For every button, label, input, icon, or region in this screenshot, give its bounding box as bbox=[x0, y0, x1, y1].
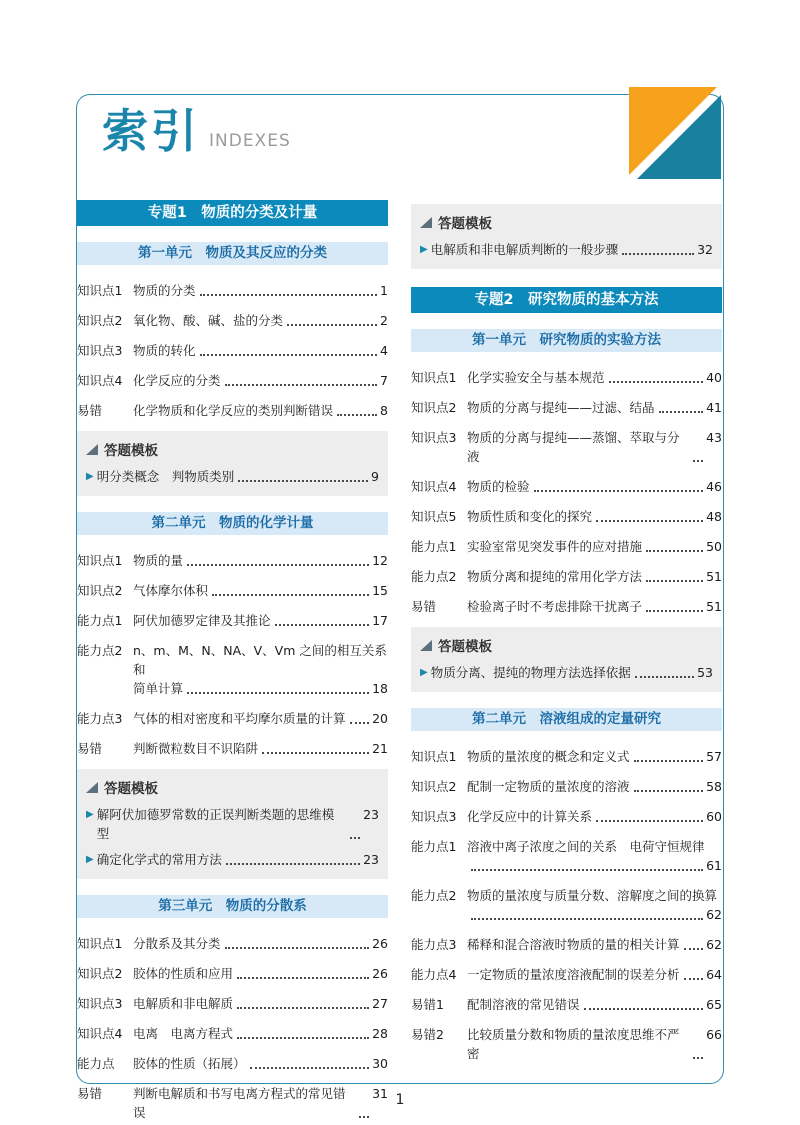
answer-template-block bbox=[77, 431, 388, 496]
index-entry bbox=[77, 709, 388, 728]
entry-title: 简单计算 bbox=[133, 681, 184, 696]
entry-body bbox=[467, 428, 722, 466]
entry-label: 知识点3 bbox=[77, 343, 123, 358]
dot-leader bbox=[337, 414, 377, 416]
answer-template-header bbox=[420, 212, 713, 232]
entry-title: 气体摩尔体积 bbox=[133, 583, 209, 598]
entry-label: 知识点2 bbox=[411, 779, 457, 794]
entry-line bbox=[467, 368, 722, 387]
entry-body bbox=[133, 371, 388, 390]
entry-label: 知识点1 bbox=[77, 553, 123, 568]
entry-title: n、m、M、N、NA、V、Vm 之间的相互关系和 bbox=[133, 643, 387, 677]
index-entry bbox=[77, 739, 388, 758]
dot-leader bbox=[238, 480, 368, 482]
entry-title: 配制一定物质的量浓度的溶液 bbox=[467, 779, 630, 794]
entry-line bbox=[133, 611, 388, 630]
entry-title: 物质性质和变化的探究 bbox=[467, 509, 593, 524]
entry-label: 知识点3 bbox=[411, 430, 457, 445]
page-ref: 57 bbox=[706, 749, 722, 764]
dot-leader bbox=[187, 564, 369, 566]
entry-line bbox=[133, 1024, 388, 1043]
entry-label: 知识点2 bbox=[77, 313, 123, 328]
page-ref: 51 bbox=[706, 569, 722, 584]
entry-label: 知识点1 bbox=[77, 936, 123, 951]
entry-label: 能力点2 bbox=[411, 888, 457, 903]
entry-title: 胶体的性质（拓展） bbox=[133, 1056, 246, 1071]
dot-leader bbox=[187, 692, 369, 694]
page-ref: 21 bbox=[372, 741, 388, 756]
topic-header: 专题1 物质的分类及计量 bbox=[77, 200, 388, 226]
index-entry bbox=[77, 581, 388, 600]
index-entry bbox=[77, 401, 388, 420]
answer-template-title: 答题模板 bbox=[104, 781, 158, 797]
page-ref: 23 bbox=[363, 852, 379, 867]
entry-title: 化学实验安全与基本规范 bbox=[467, 370, 605, 385]
entry-line bbox=[467, 537, 722, 556]
dot-leader bbox=[596, 520, 703, 522]
entry-label: 易错2 bbox=[411, 1027, 444, 1042]
answer-template-header bbox=[86, 439, 379, 459]
entry-body bbox=[467, 368, 722, 387]
triangle-icon bbox=[420, 217, 432, 228]
index-entry bbox=[411, 368, 722, 387]
entry-line bbox=[133, 994, 388, 1013]
entry-body bbox=[467, 747, 722, 766]
unit-header: 第二单元 溶液组成的定量研究 bbox=[411, 708, 722, 731]
unit-header: 第一单元 物质及其反应的分类 bbox=[77, 242, 388, 265]
entry-label: 能力点1 bbox=[411, 539, 457, 554]
template-entry bbox=[86, 850, 379, 869]
index-entry bbox=[411, 537, 722, 556]
entry-line bbox=[467, 965, 722, 984]
entry-line bbox=[133, 551, 388, 570]
dot-leader bbox=[226, 863, 360, 865]
entry-title: 物质的分离与提纯——过滤、结晶 bbox=[467, 400, 655, 415]
entry-label: 知识点2 bbox=[411, 400, 457, 415]
unit-header: 第三单元 物质的分散系 bbox=[77, 895, 388, 918]
dot-leader bbox=[693, 1057, 703, 1059]
entry-line bbox=[133, 281, 388, 300]
answer-template-title: 答题模板 bbox=[438, 639, 492, 655]
page-ref: 2 bbox=[380, 313, 388, 328]
corner-decoration-graphic bbox=[629, 87, 721, 179]
dot-leader bbox=[225, 947, 370, 949]
page-ref: 27 bbox=[372, 996, 388, 1011]
entry-label: 知识点1 bbox=[77, 283, 123, 298]
template-entry bbox=[420, 663, 713, 682]
page-number: 1 bbox=[395, 1092, 405, 1108]
entry-line bbox=[467, 567, 722, 586]
entry-title: 判断微粒数目不识陷阱 bbox=[133, 741, 259, 756]
template-entry bbox=[420, 240, 713, 259]
arrow-icon: ▶ bbox=[86, 809, 94, 820]
entry-label: 易错1 bbox=[411, 997, 444, 1012]
dot-leader bbox=[684, 948, 704, 950]
index-entry bbox=[77, 934, 388, 953]
page-ref: 28 bbox=[372, 1026, 388, 1041]
index-entry bbox=[411, 477, 722, 496]
entry-line bbox=[133, 964, 388, 983]
entry-label: 能力点2 bbox=[411, 569, 457, 584]
page-ref: 7 bbox=[380, 373, 388, 388]
answer-template-block bbox=[411, 627, 722, 692]
entry-label: 能力点4 bbox=[411, 967, 457, 982]
entry-label: 知识点4 bbox=[411, 479, 457, 494]
title-english: INDEXES bbox=[209, 131, 291, 151]
entry-body bbox=[133, 341, 388, 360]
index-entry bbox=[77, 1024, 388, 1043]
entry-line bbox=[467, 1025, 722, 1063]
entry-line bbox=[467, 477, 722, 496]
entry-body bbox=[467, 507, 722, 526]
index-entry bbox=[411, 995, 722, 1014]
entry-title: 解阿伏加德罗常数的正误判断类题的思维模型 bbox=[96, 807, 335, 841]
entry-body bbox=[467, 398, 722, 417]
dot-leader bbox=[684, 978, 704, 980]
index-entry bbox=[77, 994, 388, 1013]
entry-line bbox=[133, 641, 388, 679]
answer-template-header bbox=[86, 777, 379, 797]
entry-body bbox=[133, 1054, 388, 1073]
entry-title: 物质的检验 bbox=[467, 479, 530, 494]
entry-body bbox=[467, 1025, 722, 1063]
dot-leader bbox=[250, 1067, 370, 1069]
template-entry bbox=[86, 467, 379, 486]
left-column bbox=[77, 196, 388, 1125]
entry-label: 能力点1 bbox=[411, 839, 457, 854]
entry-label: 易错 bbox=[77, 741, 103, 756]
index-entry bbox=[411, 837, 722, 875]
dot-leader bbox=[350, 837, 360, 839]
entry-title: 气体的相对密度和平均摩尔质量的计算 bbox=[133, 711, 346, 726]
index-entry bbox=[411, 567, 722, 586]
entry-line bbox=[467, 856, 722, 875]
entry-title: 物质的量浓度的概念和定义式 bbox=[467, 749, 630, 764]
triangle-icon bbox=[420, 640, 432, 651]
page-ref: 62 bbox=[706, 937, 722, 952]
index-entry bbox=[77, 311, 388, 330]
triangle-icon bbox=[86, 444, 98, 455]
entry-title: 确定化学式的常用方法 bbox=[96, 852, 222, 867]
dot-leader bbox=[225, 384, 378, 386]
entry-title: 配制溶液的常见错误 bbox=[467, 997, 580, 1012]
triangle-icon bbox=[86, 782, 98, 793]
entry-label: 知识点2 bbox=[77, 966, 123, 981]
entry-title: 氧化物、酸、碱、盐的分类 bbox=[133, 313, 284, 328]
arrow-icon: ▶ bbox=[86, 854, 94, 865]
page-ref: 17 bbox=[372, 613, 388, 628]
dot-leader bbox=[622, 253, 694, 255]
entry-body bbox=[467, 777, 722, 796]
index-entry bbox=[77, 341, 388, 360]
page-ref: 1 bbox=[380, 283, 388, 298]
page-ref: 62 bbox=[706, 907, 722, 922]
index-entry bbox=[77, 611, 388, 630]
entry-line bbox=[467, 597, 722, 616]
entry-title: 明分类概念 判物质类别 bbox=[96, 469, 235, 484]
dot-leader bbox=[646, 550, 703, 552]
entry-title: 溶液中离子浓度之间的关系 电荷守恒规律 bbox=[467, 839, 705, 854]
dot-leader bbox=[200, 354, 378, 356]
entry-line bbox=[467, 398, 722, 417]
entry-body bbox=[467, 837, 722, 875]
page-ref: 66 bbox=[706, 1027, 722, 1042]
entry-body bbox=[133, 709, 388, 728]
dot-leader bbox=[359, 1116, 369, 1118]
index-entry bbox=[411, 807, 722, 826]
page-ref: 15 bbox=[372, 583, 388, 598]
index-entry bbox=[411, 965, 722, 984]
entry-line bbox=[133, 311, 388, 330]
entry-line bbox=[133, 371, 388, 390]
entry-label: 知识点4 bbox=[77, 1026, 123, 1041]
entry-label: 能力点2 bbox=[77, 643, 123, 658]
entry-title: 电解质和非电解质 bbox=[133, 996, 234, 1011]
answer-template-title: 答题模板 bbox=[104, 443, 158, 459]
entry-label: 能力点3 bbox=[411, 937, 457, 952]
corner-decoration bbox=[629, 87, 721, 179]
entry-title: 电离 电离方程式 bbox=[133, 1026, 234, 1041]
entry-body bbox=[467, 807, 722, 826]
page-ref: 26 bbox=[372, 966, 388, 981]
entry-title: 物质的转化 bbox=[133, 343, 196, 358]
entry-body bbox=[133, 641, 388, 698]
entry-body bbox=[467, 995, 722, 1014]
entry-body bbox=[133, 611, 388, 630]
dot-leader bbox=[237, 977, 369, 979]
page-ref: 48 bbox=[706, 509, 722, 524]
entry-title: 化学反应中的计算关系 bbox=[467, 809, 593, 824]
entry-line bbox=[133, 581, 388, 600]
entry-body bbox=[467, 965, 722, 984]
entry-body bbox=[133, 401, 388, 420]
entry-body bbox=[133, 739, 388, 758]
entry-label: 知识点3 bbox=[77, 996, 123, 1011]
entry-label: 知识点3 bbox=[411, 809, 457, 824]
index-entry bbox=[77, 964, 388, 983]
unit-header: 第二单元 物质的化学计量 bbox=[77, 512, 388, 535]
index-entry bbox=[411, 507, 722, 526]
entry-title: 化学物质和化学反应的类别判断错误 bbox=[133, 403, 334, 418]
entry-body bbox=[133, 281, 388, 300]
dot-leader bbox=[471, 918, 703, 920]
entry-body bbox=[467, 537, 722, 556]
dot-leader bbox=[534, 490, 704, 492]
entry-label: 易错 bbox=[77, 1086, 103, 1101]
entry-title: 稀释和混合溶液时物质的量的相关计算 bbox=[467, 937, 680, 952]
entry-body bbox=[467, 567, 722, 586]
entry-line bbox=[467, 995, 722, 1014]
entry-title: 胶体的性质和应用 bbox=[133, 966, 234, 981]
entry-title: 物质的量浓度与质量分数、溶解度之间的换算 bbox=[467, 888, 718, 903]
entry-line bbox=[467, 507, 722, 526]
page-ref: 61 bbox=[706, 858, 722, 873]
entry-title: 物质分离、提纯的物理方法选择依据 bbox=[430, 665, 631, 680]
page-ref: 64 bbox=[706, 967, 722, 982]
page-ref: 50 bbox=[706, 539, 722, 554]
entry-title: 电解质和非电解质判断的一般步骤 bbox=[430, 242, 619, 257]
entry-title: 物质的分离与提纯——蒸馏、萃取与分液 bbox=[467, 430, 680, 464]
entry-body bbox=[133, 934, 388, 953]
entry-line bbox=[467, 886, 722, 905]
entry-body bbox=[467, 935, 722, 954]
entry-label: 知识点5 bbox=[411, 509, 457, 524]
entry-label: 易错 bbox=[77, 403, 103, 418]
page-ref: 20 bbox=[372, 711, 388, 726]
title-chinese: 索引 bbox=[102, 104, 200, 158]
entry-body bbox=[467, 886, 722, 924]
page-ref: 46 bbox=[706, 479, 722, 494]
index-entry bbox=[77, 551, 388, 570]
page-ref: 51 bbox=[706, 599, 722, 614]
page-ref: 8 bbox=[380, 403, 388, 418]
entry-line bbox=[133, 709, 388, 728]
entry-body bbox=[133, 1024, 388, 1043]
dot-leader bbox=[634, 760, 704, 762]
index-entry bbox=[411, 777, 722, 796]
topic-header: 专题2 研究物质的基本方法 bbox=[411, 287, 722, 313]
dot-leader bbox=[609, 381, 704, 383]
page-title bbox=[102, 104, 291, 158]
index-entry bbox=[77, 641, 388, 698]
index-entry bbox=[411, 428, 722, 466]
entry-line bbox=[133, 341, 388, 360]
page-ref: 23 bbox=[363, 807, 379, 822]
entry-title: 比较质量分数和物质的量浓度思维不严密 bbox=[467, 1027, 680, 1061]
dot-leader bbox=[596, 820, 703, 822]
entry-label: 能力点3 bbox=[77, 711, 123, 726]
answer-template-header bbox=[420, 635, 713, 655]
entry-line bbox=[467, 777, 722, 796]
index-entry bbox=[411, 747, 722, 766]
entry-body bbox=[133, 311, 388, 330]
entry-line bbox=[133, 934, 388, 953]
dot-leader bbox=[237, 1037, 369, 1039]
entry-line bbox=[467, 837, 722, 856]
entry-line bbox=[467, 905, 722, 924]
arrow-icon: ▶ bbox=[86, 471, 94, 482]
entry-line bbox=[467, 747, 722, 766]
entry-body bbox=[133, 994, 388, 1013]
template-entry bbox=[86, 805, 379, 843]
index-entry bbox=[77, 281, 388, 300]
dot-leader bbox=[200, 294, 378, 296]
unit-header: 第一单元 研究物质的实验方法 bbox=[411, 329, 722, 352]
dot-leader bbox=[237, 1007, 369, 1009]
page-ref: 12 bbox=[372, 553, 388, 568]
dot-leader bbox=[287, 324, 377, 326]
page-ref: 18 bbox=[372, 681, 388, 696]
page-ref: 9 bbox=[371, 469, 379, 484]
index-entry bbox=[411, 398, 722, 417]
arrow-icon: ▶ bbox=[420, 244, 428, 255]
entry-line bbox=[133, 739, 388, 758]
right-column bbox=[411, 196, 722, 1125]
index-entry bbox=[411, 886, 722, 924]
entry-title: 物质的分类 bbox=[133, 283, 196, 298]
entry-label: 易错 bbox=[411, 599, 437, 614]
page-ref: 31 bbox=[372, 1086, 388, 1101]
page-ref: 30 bbox=[372, 1056, 388, 1071]
dot-leader bbox=[275, 624, 370, 626]
entry-title: 判断电解质和书写电离方程式的常见错误 bbox=[133, 1086, 346, 1120]
index-entry bbox=[411, 1025, 722, 1063]
dot-leader bbox=[659, 411, 704, 413]
arrow-icon: ▶ bbox=[420, 667, 428, 678]
answer-template-block bbox=[77, 769, 388, 879]
entry-title: 化学反应的分类 bbox=[133, 373, 221, 388]
entry-label: 知识点1 bbox=[411, 749, 457, 764]
index-entry bbox=[77, 371, 388, 390]
page-ref: 32 bbox=[697, 242, 713, 257]
dot-leader bbox=[350, 722, 370, 724]
page-ref: 65 bbox=[706, 997, 722, 1012]
page-ref: 60 bbox=[706, 809, 722, 824]
dot-leader bbox=[646, 610, 703, 612]
index-entry bbox=[411, 597, 722, 616]
entry-title: 物质分离和提纯的常用化学方法 bbox=[467, 569, 643, 584]
page-ref: 53 bbox=[697, 665, 713, 680]
dot-leader bbox=[635, 676, 694, 678]
page-ref: 43 bbox=[706, 430, 722, 445]
entry-title: 检验离子时不考虑排除干扰离子 bbox=[467, 599, 643, 614]
entry-label: 知识点4 bbox=[77, 373, 123, 388]
answer-template-block bbox=[411, 204, 722, 269]
entry-title: 实验室常见突发事件的应对措施 bbox=[467, 539, 643, 554]
entry-body bbox=[467, 477, 722, 496]
answer-template-title: 答题模板 bbox=[438, 216, 492, 232]
entry-line bbox=[133, 1054, 388, 1073]
entry-body bbox=[467, 597, 722, 616]
entry-line bbox=[467, 807, 722, 826]
entry-title: 分散系及其分类 bbox=[133, 936, 221, 951]
dot-leader bbox=[646, 580, 703, 582]
entry-title: 一定物质的量浓度溶液配制的误差分析 bbox=[467, 967, 680, 982]
page-ref: 26 bbox=[372, 936, 388, 951]
page-ref: 58 bbox=[706, 779, 722, 794]
dot-leader bbox=[693, 460, 703, 462]
dot-leader bbox=[584, 1008, 704, 1010]
entry-title: 阿伏加德罗定律及其推论 bbox=[133, 613, 271, 628]
dot-leader bbox=[634, 790, 704, 792]
index-entry bbox=[411, 935, 722, 954]
page-ref: 41 bbox=[706, 400, 722, 415]
entry-label: 能力点1 bbox=[77, 613, 123, 628]
entry-line bbox=[467, 428, 722, 466]
page-ref: 40 bbox=[706, 370, 722, 385]
entry-title: 物质的量 bbox=[133, 553, 184, 568]
page-ref: 4 bbox=[380, 343, 388, 358]
index-columns bbox=[77, 196, 723, 1125]
entry-line bbox=[133, 401, 388, 420]
index-entry bbox=[77, 1054, 388, 1073]
entry-label: 能力点 bbox=[77, 1056, 115, 1071]
dot-leader bbox=[212, 594, 369, 596]
entry-line bbox=[467, 935, 722, 954]
dot-leader bbox=[471, 869, 703, 871]
dot-leader bbox=[262, 752, 369, 754]
entry-body bbox=[133, 551, 388, 570]
entry-label: 知识点1 bbox=[411, 370, 457, 385]
entry-body bbox=[133, 964, 388, 983]
entry-line bbox=[133, 679, 388, 698]
entry-body bbox=[133, 581, 388, 600]
entry-label: 知识点2 bbox=[77, 583, 123, 598]
